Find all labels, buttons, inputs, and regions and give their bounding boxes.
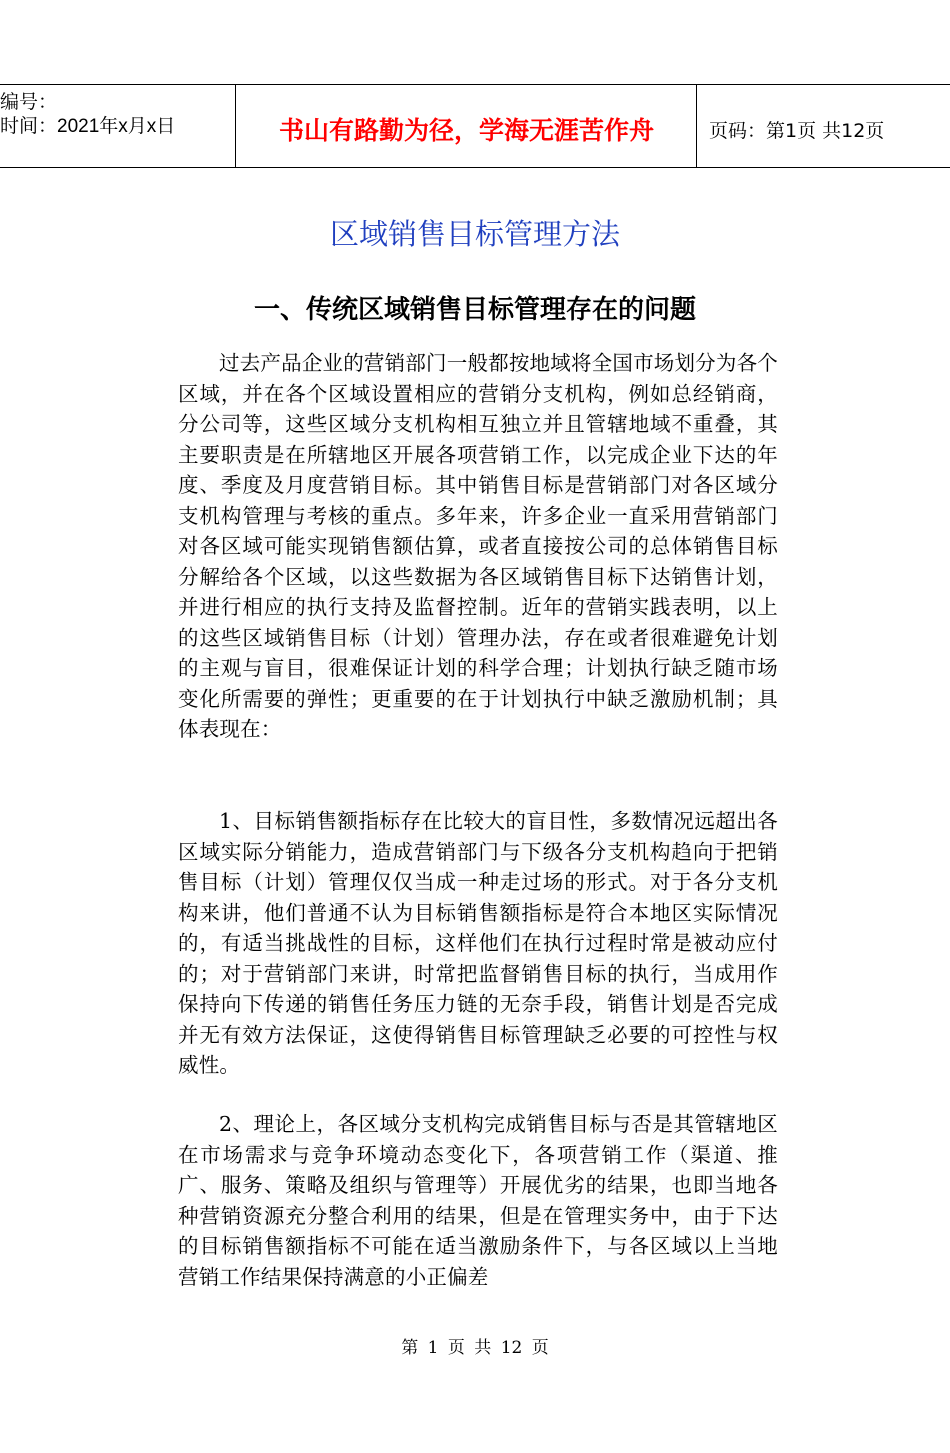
header-page-cell	[697, 85, 950, 167]
page-footer: 第 1 页 共 12 页	[401, 1338, 549, 1358]
motto-text: 书山有路勤为径，学海无涯苦作舟	[278, 116, 654, 145]
header-motto-cell	[236, 85, 697, 167]
number-label: 编号：	[0, 92, 58, 113]
document-header	[0, 84, 950, 168]
body-paragraph: 1、目标销售额指标存在比较大的盲目性，多数情况远超出各区域实际分销能力，造成营销部门与下级各分支机构趋向于把销售目标（计划）管理仅仅当成一种走过场的形式。对于各分支机构来讲，他们普通不认为目标销售额指标是符合本地区实际情况的，有适当挑战性的目标，这样他们在执行过程时常是被动应付的；对于营销部门来讲，时常把监督销售目标的执行，当成用作保持向下传递的销售任务压力链的无奈手段，销售计划是否完成并无有效方法保证，这使得销售目标管理缺乏必要的可控性与权威性。	[178, 809, 778, 1077]
time-label: 时间：2021年x月x日	[0, 116, 176, 137]
body-paragraph: 2、理论上，各区域分支机构完成销售目标与否是其管辖地区在市场需求与竞争环境动态变化下，各项营销工作（渠道、推广、服务、策略及组织与管理等）开展优劣的结果，也即当地各种营销资源充分整合利用的结果，但是在管理实务中，由于下达的目标销售额指标不可能在适当激励条件下，与各区域以上当地营销工作结果保持满意的小正偏差	[178, 1112, 778, 1289]
body-paragraph: 过去产品企业的营销部门一般都按地域将全国市场划分为各个区域，并在各个区域设置相应的营销分支机构，例如总经销商，分公司等，这些区域分支机构相互独立并且管辖地域不重叠，其主要职责是在所辖地区开展各项营销工作，以完成企业下达的年度、季度及月度营销目标。其中销售目标是营销部门对各区域分支机构管理与考核的重点。多年来，许多企业一直采用营销部门对各区域可能实现销售额估算，或者直接按公司的总体销售目标分解给各个区域，以这些数据为各区域销售目标下达销售计划，并进行相应的执行支持及监督控制。近年的营销实践表明，以上的这些区域销售目标（计划）管理办法，存在或者很难避免计划的主观与盲目，很难保证计划的科学合理；计划执行缺乏随市场变化所需要的弹性；更重要的在于计划执行中缺乏激励机制；具体表现在：	[178, 351, 778, 741]
section-heading: 一、传统区域销售目标管理存在的问题	[253, 295, 696, 325]
header-meta-cell	[0, 85, 236, 167]
document-title: 区域销售目标管理方法	[329, 217, 620, 251]
page-info: 页码：第1页 共12页	[709, 120, 885, 142]
